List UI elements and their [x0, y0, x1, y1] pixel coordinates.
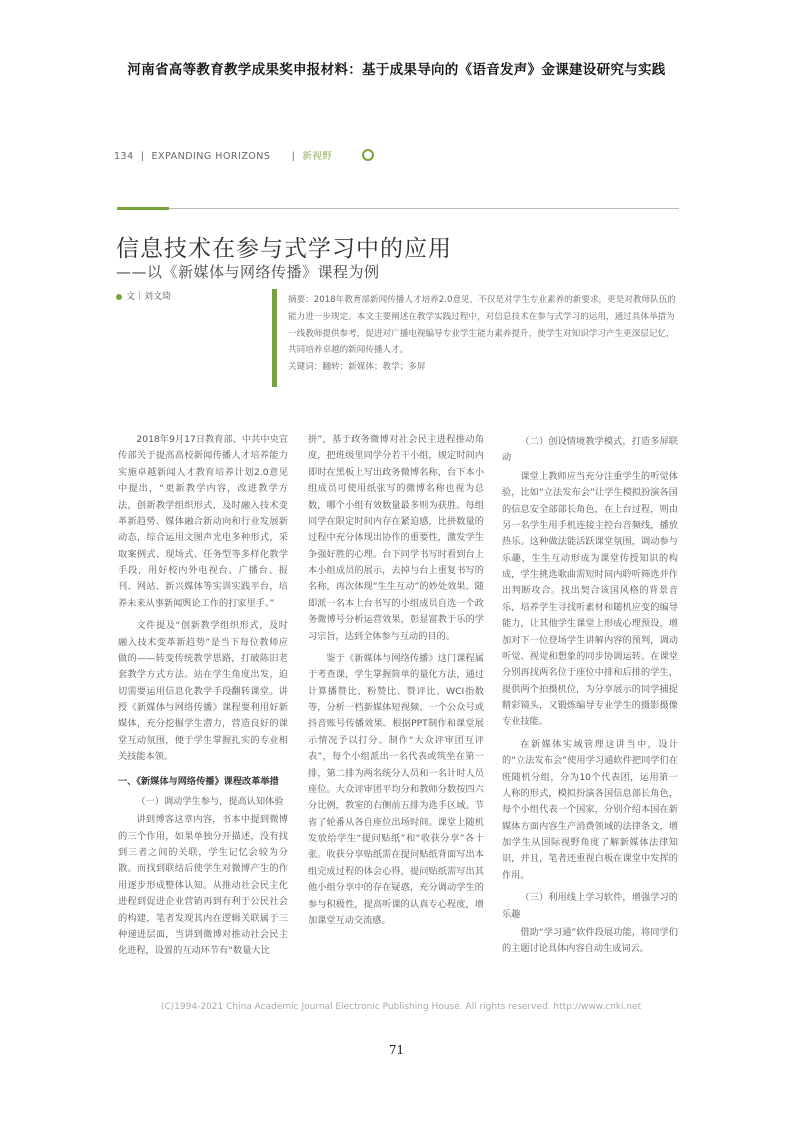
author-name: 文｜刘文琦 [126, 292, 172, 302]
subsection-heading: （一）调动学生参与，提高认知体验 [136, 795, 284, 807]
paragraph: 讲到博客这章内容，书本中提到微博的三个作用，如果单独分开描述，没有找到三者之间的关联，学生记忆会较为分散。而找到联结后使学生对微博产生的作用逐步形成整体认知。从推动社会民主化进程到促进企业营销再到有利于公民社会的构建，笔者发现其内在逻辑关联属于三种递进层面，当讲到微博对推动社会民主化进程，设置的互动环节有“数量大比 [118, 814, 288, 957]
article-title: 信息技术在参与式学习中的应用 [116, 236, 452, 262]
body-column-3 [502, 432, 678, 964]
section-dot-icon [362, 149, 374, 161]
journal-name: EXPANDING HORIZONS [151, 151, 271, 162]
abstract-text: 摘要：2018年教育部新闻传播人才培养2.0意见，不仅是对学生专业素养的新要求，更是对教师队伍的能力进一步规定。本文主要阐述在教学实践过程中，对信息技术在参与式学习的运用，通过具体举措为一线教师提供参考，促进对广播电视编导专业学生能力素养提升，使学生对知识学习产生更深层记忆，共同培养卓越的新闻传播人才。 [288, 295, 676, 356]
paragraph: 鉴于《新媒体与网络传播》这门课程属于考查课，学生掌握简单的量化方法，通过计算播赞比、粉赞比、赞评比、WCI指数等，分析一档新媒体短视频、一个公众号或抖音账号传播效果。根据PPT制作和课堂展示情况予以打分。制作“大众评审团互评表”，每个小组派出一名代表或筑坐在第一排，第二排为两名统分人员和一名计时人员座位。大众评审团平均分和教师分数按四六分比例，教室的右侧前五排为选手区域。节省了轮番从各自座位出场时间。课堂上随机发放给学生“提问贴纸”和“收获分享”各十张。收获分享贴纸需在提问贴纸背面写出本组完成过程的体会心得，提问贴纸需写出其他小组分享中的存在疑惑，充分调动学生的参与积极性，提高听课的认真专心程度，增加课堂互动交流感。 [308, 652, 484, 926]
body-column-1 [118, 432, 288, 966]
article-author [116, 289, 171, 302]
paragraph: 借助“学习通”软件段展功能，将同学们的主题讨论具体内容自动生成词云。 [502, 926, 678, 955]
paragraph: 2018年9月17日教育部、中共中央宣传部关于提高高校新闻传播人才培养能力实施卓越新闻人才教育培养计划2.0意见中提出，“更新教学内容，改进教学方法，创新教学组织形式，及时融入技术变革新趋势、媒体融合新动向和行业发展新动态，综合运用文图声光电多种形式，采取案例式、现场式、任务型等多样化教学手段，用好校内外电视台、广播台、报刊、网站、新兴媒体等实训实践平台，培养未来从事新闻舆论工作的打家里手。” [118, 434, 288, 609]
article-subtitle: ——以《新媒体与网络传播》课程为例 [116, 263, 380, 281]
author-bullet-icon [116, 294, 122, 300]
section-heading: 一、《新媒体与网络传播》课程改革举措 [118, 775, 279, 787]
paragraph: 文件提及“创新教学组织形式，及时融入技术变革新趋势”是当下每位教师应做的——转变传统教学思路，打破陈旧老套教学方式方法。站在学生角度出发，迫切需要运用信息化教学手段翻转课堂。讲授《新媒体与网络传播》课程要利用好新媒体，充分挖掘学生潜力，营造良好的课堂互动氛围，便于学生掌握扎实的专业相关技能本领。 [118, 620, 288, 763]
paragraph: 在新媒体实域管理这讲当中，设计的“立法发布会”使用学习通软件把同学们在班随机分组，分为10个代表团，运用第一人称的形式，模拟扮演各国信息部长角色，每个小组代表一个国家，分别介绍本国在新媒体方面内容生产消费领域的法律条文，增加学生从国际视野角度了解新媒体法律知识，并且，笔者还重视白板在课堂中发挥的作用。 [502, 738, 678, 881]
abstract-accent-bar [272, 289, 277, 387]
journal-page-number: 134 [114, 151, 134, 162]
abstract-block [288, 292, 678, 376]
journal-section: 新视野 [302, 151, 333, 162]
paragraph: 拼”，基于政务微博对社会民主进程推动角度，把班级里同学分若干小组，规定时间内即时在黑板上写出政务微博名称，台下本小组成员可使用纸张写的微博名称也视为总数，哪个小组有效数量最多则为获胜。每组同学在限定时间内存在紧迫感，比拼数量的过程中充分体现出协作的重要性，激发学生争强好胜的心理。台下同学书写时看到台上本小组成员的展示，去掉与台上重复书写的名称，再次体现“生生互动”的妙处效果。随即派一名本上台书写的小组成员自选一个政务微博号分析运营效果，彰显富教于乐的学习宗旨，达到全体参与互动的目的。 [308, 434, 484, 642]
body-column-2 [308, 432, 484, 935]
header-rule [169, 208, 679, 209]
banner-title: 河南省高等教育教学成果奖申报材料：基于成果导向的《语音发声》金课建设研究与实践 [127, 62, 666, 78]
running-header: 134 | EXPANDING HORIZONS | 新视野 [114, 148, 332, 162]
subsection-heading: （二）创设情境教学模式，打造多屏联动 [502, 436, 678, 464]
copyright-watermark: (C)1994-2021 China Academic Journal Electronic Publishing House. All rights reserved. http://www.cnki.net [160, 1002, 642, 1012]
page-number: 71 [388, 1043, 405, 1057]
paragraph: 课堂上教师应当充分注重学生的听觉体验，比如“立法发布会”让学生模拟扮演各国的信息安全部部长角色，在上台过程，则由另一名学生用手机连接主控台音频线，播放热乐。这种做法能活跃课堂氛围，调动参与乐趣，生生互动形成为课堂传授知识的构成，学生挑选歌曲需短时间内聆听筛选并作出判断攻合。找出契合该国风格的背景音乐，培养学生寻找听素材和随机应变的编导能力，让其他学生课堂上形成心理预设，增加对下一位登场学生讲解内容的预判，调动听觉、视觉和想象的同步协调运转。在课堂分别再找两名位于座位中排和后排的学生，提供两个拍摄机位，为分享展示的同学捕捉精彩镜头，又锻炼编导专业学生的摄影摄像专业技能。 [502, 470, 678, 728]
keywords: 关键词：翻转；新媒体；教学；多屏 [288, 362, 426, 372]
subsection-heading: （三）利用线上学习软件，增强学习的乐趣 [502, 892, 678, 920]
header-accent-rule [117, 207, 169, 210]
